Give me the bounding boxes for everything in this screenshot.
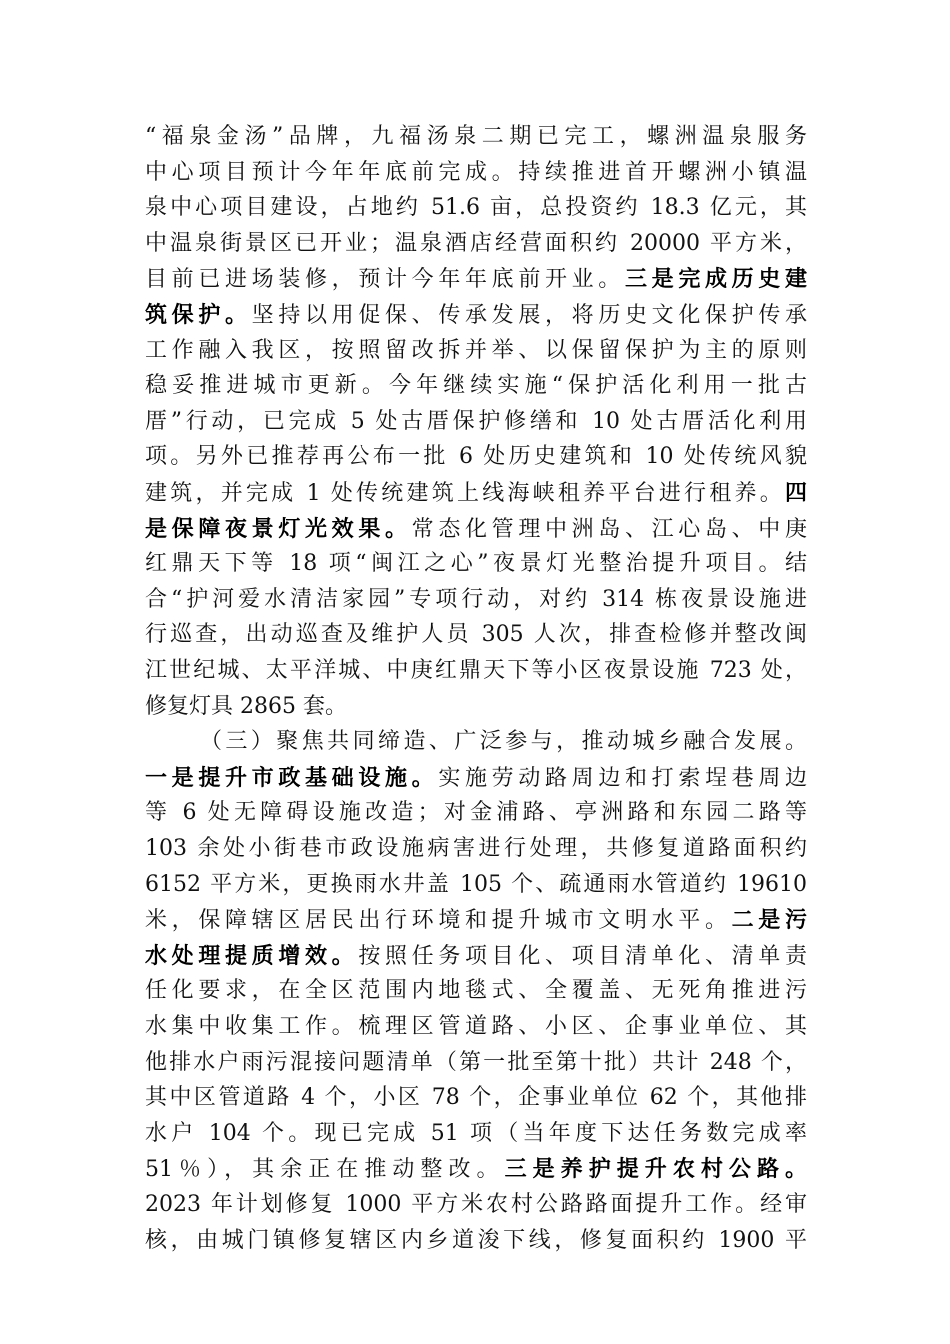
text-run: 他排水户雨污混接问题清单（第一批至第十批）共计 248 个， [145,1049,807,1075]
bold-heading-text: 二是污 [731,907,807,934]
text-run: 6152 平方米，更换雨水井盖 105 个、疏通雨水管道约 19610 [145,871,807,897]
text-line [145,1151,807,1187]
text-line [145,190,807,226]
text-line [145,760,807,796]
text-run: 稳妥推进城市更新。今年继续实施“保护活化利用一批古 [145,373,807,399]
text-run: 米，保障辖区居民出行环境和提升城市文明水平。 [145,908,732,934]
text-line [145,475,807,511]
text-line [145,546,807,582]
text-line [145,297,807,333]
text-run: 合“护河爱水清洁家园”专项行动，对约 314 栋夜景设施进 [145,586,807,612]
text-line [145,155,807,191]
text-line [145,1045,807,1081]
text-run: 项。另外已推荐再公布一批 6 处历史建筑和 10 处传统风貌 [145,444,807,470]
text-line [145,1187,807,1223]
text-line [145,689,807,725]
bold-heading-text: 水处理提质增效。 [145,942,359,969]
text-run: 2023 年计划修复 1000 平方米农村公路路面提升工作。经审 [145,1192,807,1217]
text-line [145,653,807,689]
text-run: 修复灯具 2865 套。 [145,693,347,719]
text-run: 水集中收集工作。梳理区管道路、小区、企事业单位、其 [145,1014,807,1039]
text-run: 中心项目预计今年年底前完成。持续推进首开螺洲小镇温 [145,159,807,185]
text-line [145,902,807,938]
text-run: 实施劳动路周边和打索埕巷周边 [438,765,807,791]
text-run: 其中区管道路 4 个，小区 78 个，企事业单位 62 个，其他排 [145,1085,807,1111]
text-line [145,1080,807,1116]
text-line [145,511,807,547]
bold-heading-text: 筑保护。 [145,302,252,328]
text-run: 江世纪城、太平洋城、中庚红鼎天下等小区夜景设施 723 处， [145,658,807,683]
text-line [145,368,807,404]
text-line [145,973,807,1009]
text-run: 泉中心项目建设，占地约 51.6 亩，总投资约 18.3 亿元，其 [145,195,807,221]
text-line [145,831,807,867]
text-run: “福泉金汤”品牌，九福汤泉二期已完工，螺洲温泉服务 [145,124,807,149]
bold-heading-text: 三是养护提升农村公路。 [504,1156,807,1183]
text-run: 行巡查，出动巡查及维护人员 305 人次，排查检修并整改闽 [145,622,807,648]
text-line [145,261,807,297]
text-line [145,938,807,974]
text-line [145,226,807,262]
text-run: 目前已进场装修，预计今年年底前开业。 [145,267,625,293]
text-run: 103 余处小街巷市政设施病害进行处理，共修复道路面积约 [145,836,807,861]
bold-heading-text: 四 [784,480,807,506]
text-run: 红鼎天下等 18 项“闽江之心”夜景灯光整治提升项目。结 [145,551,807,577]
text-line [145,867,807,903]
text-line [200,724,807,760]
text-run: （三）聚焦共同缔造、广泛参与，推动城乡融合发展。 [200,729,807,755]
text-run: 水户 104 个。现已完成 51 项（当年度下达任务数完成率 [145,1120,807,1146]
text-run: 工作融入我区，按照留改拆并举、以保留保护为主的原则 [145,337,807,363]
text-run: 核，由城门镇修复辖区内乡道浚下线，修复面积约 1900 平 [145,1227,807,1253]
text-run: 按照任务项目化、项目清单化、清单责 [358,943,807,969]
text-run: 等 6 处无障碍设施改造；对金浦路、亭洲路和东园二路等 [145,800,807,826]
text-run: 中温泉街景区已开业；温泉酒店经营面积约 20000 平方米， [145,230,807,256]
text-line [145,582,807,618]
bold-heading-text: 一是提升市政基础设施。 [145,764,439,791]
text-run: 坚持以用促保、传承发展，将历史文化保护传承 [251,303,807,328]
text-line [145,617,807,653]
bold-heading-text: 是保障夜景灯光效果。 [145,515,412,542]
text-line [145,439,807,475]
text-run: 厝”行动，已完成 5 处古厝保护修缮和 10 处古厝活化利用 [145,408,807,434]
text-run: 常态化管理中洲岛、江心岛、中庚 [411,516,807,542]
text-line [145,119,807,155]
text-line [145,404,807,440]
text-run: 任化要求，在全区范围内地毯式、全覆盖、无死角推进污 [145,978,807,1004]
text-run: 建筑，并完成 1 处传统建筑上线海峡租养平台进行租养。 [145,481,785,506]
text-line [145,795,807,831]
text-line [145,333,807,369]
text-line [145,1223,807,1259]
text-line [145,1009,807,1045]
text-run: 51％），其余正在推动整改。 [145,1157,505,1183]
bold-heading-text: 三是完成历史建 [624,266,807,293]
text-line [145,1116,807,1152]
